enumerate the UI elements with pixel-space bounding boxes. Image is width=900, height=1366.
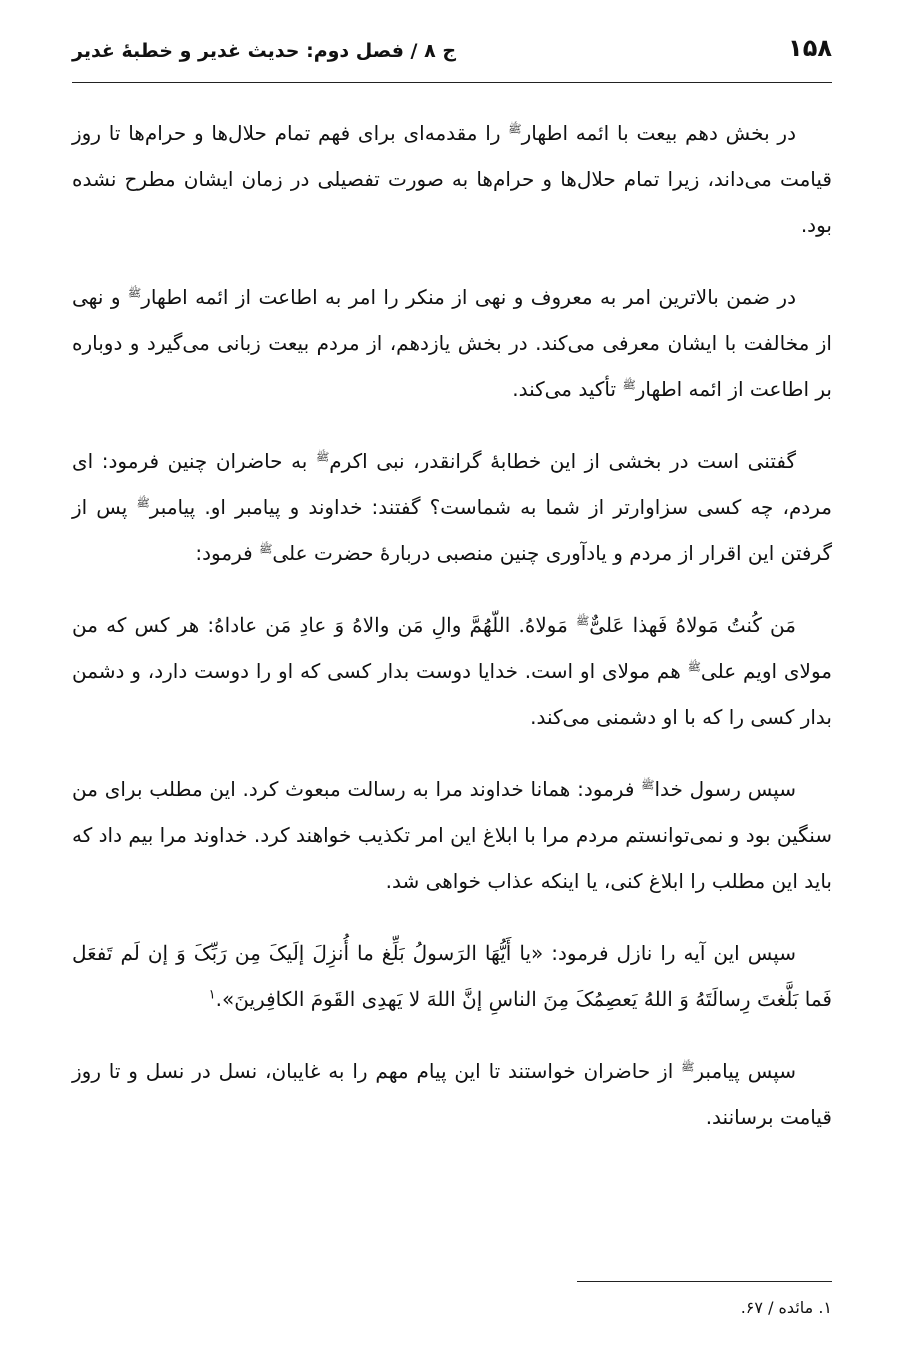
paragraph-text: گفتنی است در بخشی از این خطابهٔ گرانقدر، نبی اکرم (329, 449, 796, 473)
honorific-glyph: ﷺ (315, 450, 330, 464)
paragraph-7 (72, 1048, 832, 1140)
footnote-reference[interactable]: ۱ (208, 987, 216, 1003)
header-rule (72, 82, 832, 83)
honorific-glyph: ﷺ (259, 542, 273, 556)
paragraph-text: فرمود: همانا خداوند مرا به رسالت مبعوث کرد. این مطلب برای من سنگین بود و نمی‌توانستم مردم مرا با ابلاغ این امر تکذیب خواهند کرد. خداوند مرا بیم داد که باید این مطلب را ابلاغ کنی، یا اینکه عذاب خواهی شد. (72, 777, 832, 893)
paragraph-text: پس از گرفتن این اقرار از مردم و یادآوری چنین منصبی دربارهٔ حضرت علی (72, 495, 832, 565)
honorific-glyph: ﷺ (127, 286, 142, 300)
paragraph-text: هم مولای او است. خدایا دوست بدار کسی که او را دوست دارد، و دشمن بدار کسی را که با او دشمنی می‌کند. (72, 659, 832, 729)
footnote-1: ۱. مائده / ۶۷. (740, 1298, 832, 1317)
honorific-glyph: ﷺ (136, 496, 150, 510)
paragraph-text: سپس این آیه را نازل فرمود: « (531, 941, 797, 965)
running-head: ج ۸ / فصل دوم: حدیث غدیر و خطبهٔ غدیر (72, 40, 457, 62)
footnote-rule (577, 1281, 832, 1282)
paragraph-5 (72, 766, 832, 904)
document-page (72, 0, 832, 1366)
paragraph-text: و نهی از مخالفت با ایشان معرفی می‌کند. در بخش یازدهم، از مردم بیعت زبانی می‌گیرد و دوباره بر اطاعت از ائمه اطهار (72, 285, 832, 401)
paragraph-2 (72, 274, 832, 412)
hadith-quote: مَولاهُ. اللّهُمَّ والِ مَن والاهُ وَ عادِ مَن عاداهُ (214, 613, 576, 637)
paragraph-text: سپس رسول خدا (654, 777, 796, 801)
page-header (72, 34, 832, 74)
paragraph-text: فرمود: (195, 541, 260, 565)
paragraph-text: به حاضران چنین فرمود: ای مردم، چه کسی سزاوارتر از شما به شماست؟ گفتند: خداوند و پیامبر او. پیامبر (72, 449, 832, 519)
honorific-glyph: ﷺ (575, 614, 590, 628)
paragraph-text: از حاضران خواستند تا این پیام مهم را به غایبان، نسل در نسل و تا روز قیامت برسانند. (72, 1059, 832, 1129)
paragraph-3 (72, 438, 832, 576)
page-number: ۱۵۸ (788, 34, 832, 62)
paragraph-text: ». (215, 987, 235, 1011)
honorific-glyph: ﷺ (508, 122, 522, 136)
body-text (72, 110, 832, 1166)
paragraph-text: را مقدمه‌ای برای فهم تمام حلال‌ها و حرام‌ها تا روز قیامت می‌داند، زیرا تمام حلال‌ها و حرام‌ها به صورت تفصیلی در زمان ایشان مطرح نشده بود. (72, 121, 832, 237)
paragraph-text: : هر کس که من مولای اویم علی (72, 613, 832, 683)
honorific-glyph: ﷺ (622, 378, 636, 392)
paragraph-text: در بخش دهم بیعت با ائمه اطهار (521, 121, 796, 145)
paragraph-text: سپس پیامبر (694, 1059, 796, 1083)
paragraph-text: تأکید می‌کند. (512, 377, 623, 401)
honorific-glyph: ﷺ (641, 778, 655, 792)
paragraph-4 (72, 602, 832, 740)
honorific-glyph: ﷺ (687, 660, 701, 674)
quran-verse: یا أَیُّهَا الرَسولُ بَلِّغ ما أُنزِلَ إلَیکَ مِن رَبِّکَ وَ إن لَم تَفعَل فَما بَلَّغتَ رِسالَتَهُ وَ اللهُ یَعصِمُکَ مِنَ الناسِ إنَّ اللهَ لا یَهدِی القَومَ الکافِرینَ (72, 941, 832, 1011)
paragraph-text: در ضمن بالاترین امر به معروف و نهی از منکر را امر به اطاعت از ائمه اطهار (141, 285, 796, 309)
honorific-glyph: ﷺ (681, 1060, 695, 1074)
paragraph-6 (72, 930, 832, 1022)
paragraph-1 (72, 110, 832, 248)
hadith-quote: مَن کُنتُ مَولاهُ فَهذا عَلیٌّ (589, 613, 796, 637)
